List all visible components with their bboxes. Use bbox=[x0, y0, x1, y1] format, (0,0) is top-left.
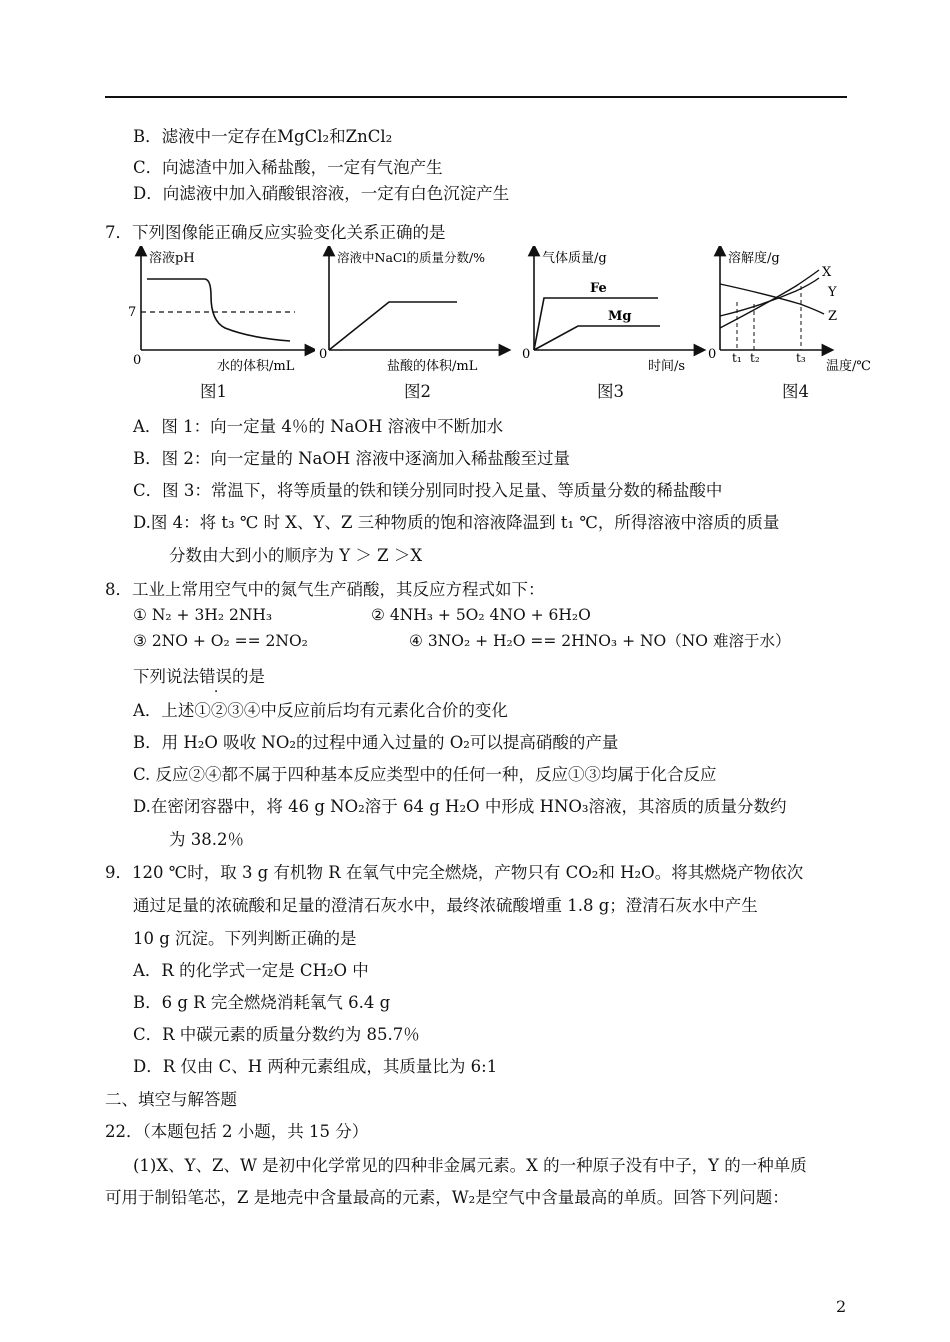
fig4-label-y: Y bbox=[828, 285, 837, 300]
q9-option-a: A．R 的化学式一定是 CH₂O 中 bbox=[133, 961, 369, 980]
fig2-caption: 图2 bbox=[404, 382, 431, 401]
fig1-caption: 图1 bbox=[200, 382, 227, 401]
q8-equation-3: ③ 2NO + O₂ == 2NO₂ bbox=[133, 632, 308, 650]
fig1-ytick-7: 7 bbox=[128, 305, 137, 320]
fig3-ylabel: 气体质量/g bbox=[542, 251, 607, 266]
q8-equation-1: ① N₂ + 3H₂ 2NH₃ bbox=[133, 606, 273, 624]
q6-option-b: B．滤液中一定存在MgCl₂和ZnCl₂ bbox=[133, 127, 393, 146]
fig4-label-x: X bbox=[822, 265, 832, 280]
fig1-ylabel: 溶液pH bbox=[149, 251, 195, 266]
q6-option-c: C．向滤渣中加入稀盐酸，一定有气泡产生 bbox=[133, 158, 443, 177]
fig4-t2: t₂ bbox=[750, 351, 760, 365]
q6-option-d: D．向滤液中加入硝酸银溶液，一定有白色沉淀产生 bbox=[133, 184, 510, 203]
emphasis-dots: 错误 bbox=[199, 667, 232, 686]
q22-stem: 22．（本题包括 2 小题，共 15 分） bbox=[105, 1122, 369, 1141]
q9-stem-line-3: 10 g 沉淀。下列判断正确的是 bbox=[133, 929, 357, 948]
q22-paragraph-line-2: 可用于制铅笔芯，Z 是地壳中含量最高的元素，W₂是空气中含量最高的单质。回答下列问题： bbox=[105, 1188, 789, 1207]
q22-paragraph-line-1: (1)X、Y、Z、W 是初中化学常见的四种非金属元素。X 的一种原子没有中子，Y 的一种单质 bbox=[133, 1156, 807, 1175]
q8-option-a: A．上述①②③④中反应前后均有元素化合价的变化 bbox=[133, 701, 508, 720]
fig4-origin: 0 bbox=[708, 347, 717, 362]
q8-option-b: B．用 H₂O 吸收 NO₂的过程中通入过量的 O₂可以提高硝酸的产量 bbox=[133, 733, 619, 752]
fig2-xlabel: 盐酸的体积/mL bbox=[387, 359, 478, 374]
q7-option-b: B．图 2：向一定量的 NaOH 溶液中逐滴加入稀盐酸至过量 bbox=[133, 449, 571, 468]
fig4-label-z: Z bbox=[828, 309, 838, 324]
figure-2-nacl-graph bbox=[315, 246, 515, 376]
q7-option-d-cont: 分数由大到小的顺序为 Y ＞ Z ＞X bbox=[169, 546, 423, 565]
page-number: 2 bbox=[836, 1297, 847, 1316]
figure-1-ph-graph bbox=[125, 246, 315, 376]
q7-option-d: D.图 4：将 t₃ ℃ 时 X、Y、Z 三种物质的饱和溶液降温到 t₁ ℃，所得溶液中溶质的质量 bbox=[133, 513, 780, 532]
header-rule bbox=[105, 96, 847, 98]
fig2-origin: 0 bbox=[319, 347, 328, 362]
fig2-ylabel: 溶液中NaCl的质量分数/% bbox=[337, 250, 486, 265]
fig4-t1: t₁ bbox=[732, 351, 742, 365]
q8-option-d-cont: 为 38.2％ bbox=[169, 830, 244, 849]
q8-option-c: C. 反应②④都不属于四种基本反应类型中的任何一种，反应①③均属于化合反应 bbox=[133, 765, 717, 784]
fig3-label-fe: Fe bbox=[590, 281, 607, 296]
q9-stem-line-2: 通过足量的浓硫酸和足量的澄清石灰水中，最终浓硫酸增重 1.8 g；澄清石灰水中产生 bbox=[133, 896, 758, 915]
q9-option-c: C．R 中碳元素的质量分数约为 85.7％ bbox=[133, 1025, 420, 1044]
q9-stem-line-1: 9．120 ℃时，取 3 g 有机物 R 在氧气中完全燃烧，产物只有 CO₂和 H₂O。将其燃烧产物依次 bbox=[105, 863, 804, 882]
q8-equation-4: ④ 3NO₂ + H₂O == 2HNO₃ + NO（NO 难溶于水） bbox=[409, 632, 791, 650]
fig1-xlabel: 水的体积/mL bbox=[217, 359, 295, 374]
figure-3-gas-mass-graph bbox=[520, 246, 710, 376]
q8-stem: 8．工业上常用空气中的氮气生产硝酸，其反应方程式如下： bbox=[105, 580, 545, 599]
fig3-caption: 图3 bbox=[597, 382, 624, 401]
q7-option-a: A．图 1：向一定量 4％的 NaOH 溶液中不断加水 bbox=[133, 417, 504, 436]
fig4-xlabel: 温度/℃ bbox=[826, 359, 871, 374]
q8-equation-2: ② 4NH₃ + 5O₂ 4NO + 6H₂O bbox=[371, 606, 591, 624]
fig3-label-mg: Mg bbox=[608, 309, 632, 324]
q7-option-c: C．图 3：常温下，将等质量的铁和镁分别同时投入足量、等质量分数的稀盐酸中 bbox=[133, 481, 723, 500]
q8-substem: 下列说法错误的是 bbox=[133, 667, 265, 686]
q9-option-b: B．6 g R 完全燃烧消耗氧气 6.4 g bbox=[133, 993, 391, 1012]
section-heading: 二、填空与解答题 bbox=[105, 1090, 237, 1109]
fig3-xlabel: 时间/s bbox=[648, 359, 686, 374]
fig1-origin: 0 bbox=[133, 353, 142, 368]
fig4-t3: t₃ bbox=[796, 351, 806, 365]
q9-option-d: D．R 仅由 C、H 两种元素组成，其质量比为 6:1 bbox=[133, 1057, 498, 1076]
q7-stem: 7．下列图像能正确反应实验变化关系正确的是 bbox=[105, 223, 446, 242]
fig4-caption: 图4 bbox=[782, 382, 809, 401]
fig3-origin: 0 bbox=[522, 347, 531, 362]
fig4-ylabel: 溶解度/g bbox=[728, 251, 780, 266]
figure-4-solubility-graph bbox=[706, 246, 886, 376]
q8-option-d: D.在密闭容器中，将 46 g NO₂溶于 64 g H₂O 中形成 HNO₃溶液，其溶质的质量分数约 bbox=[133, 797, 787, 816]
